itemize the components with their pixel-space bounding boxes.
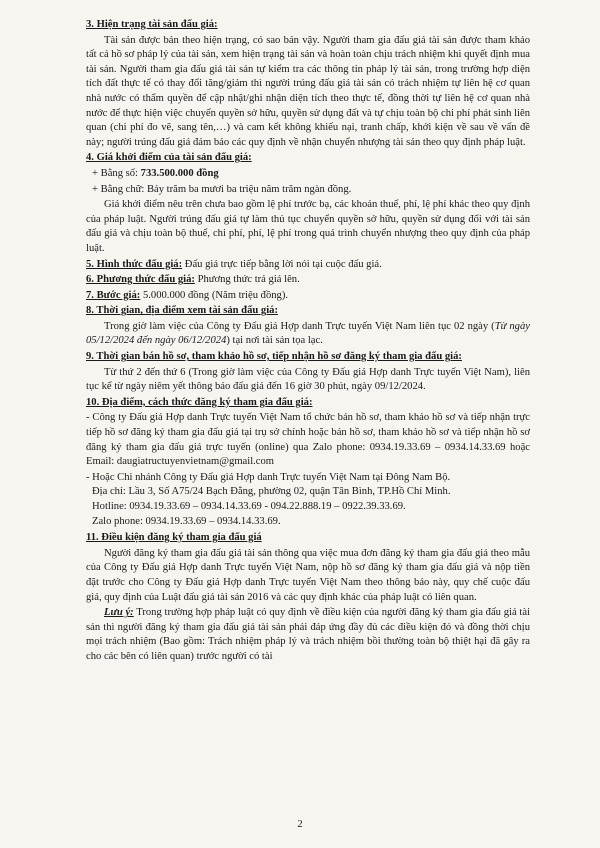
section-3-title: 3. Hiện trạng tài sản đấu giá: (86, 19, 218, 30)
branch-address: Địa chỉ: Lầu 3, Số A75/24 Bạch Đằng, phường 02, quận Tân Bình, TP.Hồ Chí Minh. (92, 486, 451, 498)
section-11-title: 11. Điều kiện đăng ký tham gia đấu giá (86, 532, 262, 544)
section-3-body: Tài sản được bán theo hiện trạng, có sao bán vậy. Người tham gia đấu giá tài sản được tham khảo tất cả hồ sơ pháp lý của tài sản, xem hiện trạng tài sản và hoàn toàn chịu trách nhiệm khi quyết định mua tài sản. Người tham gia đấu giá tài sản tự kiểm tra các thông tin pháp lý tài sản, trong trường hợp diện tích đất thực tế có thay đổi tăng/giảm thì người trúng đấu giá tài sản có trách nhiệm tự liên hệ cơ quan nhà nước có thẩm quyền để cập nhật/ghi nhận diện tích theo thực tế, đồng thời tự liên hệ cơ quan nhà nước để thực hiện việc chuyển quyền sở hữu, quyền sử dụng đất và tự chịu toàn bộ chi phí phát sinh liên quan (chi phí đo vẽ, sang tên,…) và cam kết không khiếu nại, tranh chấp, khởi kiện về sau về vấn đề này; người trúng đấu giá đảm bảo các quy định về nhận chuyển nhượng tài sản theo quy định pháp luật. (86, 34, 530, 148)
page-number: 2 (297, 819, 303, 830)
section-8-body: Trong giờ làm việc của Công ty Đấu giá Hợp danh Trực tuyến Việt Nam liên tục 02 ngày (Từ ngày 05/12/2024 đến ngày 06/12/2024) tại nơi tài sản tọa lạc. (86, 320, 530, 347)
section-11-note: Lưu ý: Trong trường hợp pháp luật có quy định về điều kiện của người đăng ký tham gia đấu giá tài sản thì người đăng ký tham gia đấu giá tài sản phải đáp ứng đầy đủ các điều kiện đó và đồng thời chịu mọi trách nhiệm (Bao gồm: Trách nhiệm pháp lý và trách nhiệm bồi thường toàn bộ thiệt hại đã gây ra cho các bên có liên quan) trước người có tài (86, 607, 531, 662)
section-5: 5. Hình thức đấu giá: Đấu giá trực tiếp bằng lời nói tại cuộc đấu giá. (86, 258, 382, 270)
section-8-title: 8. Thời gian, địa điểm xem tài sản đấu giá: (86, 305, 278, 317)
section-6: 6. Phương thức đấu giá: Phương thức trả giá lên. (86, 274, 300, 286)
starting-price-numeric: + Bằng số: 733.500.000 đồng (92, 167, 219, 179)
branch-line: - Hoặc Chi nhánh Công ty Đấu giá Hợp danh Trực tuyến Việt Nam tại Đông Nam Bộ. (86, 471, 451, 483)
section-7: 7. Bước giá: 5.000.000 đồng (Năm triệu đồng). (86, 289, 289, 301)
section-4-body: Giá khởi điểm nêu trên chưa bao gồm lệ phí trước bạ, các khoản thuế, phí, lệ phí khác theo quy định của pháp luật. Người trúng đấu giá tự làm thủ tục chuyển quyền sở hữu, quyền sử dụng đối với tài sản đấu giá và chịu toàn bộ thuế, chi phí, phí, lệ phí trong quá trình chuyển nhượng theo quy định của pháp luật. (86, 199, 530, 254)
section-9-title: 9. Thời gian bán hồ sơ, tham khảo hồ sơ, tiếp nhận hồ sơ đăng ký tham gia đấu giá: (86, 351, 462, 363)
section-10-title: 10. Địa điểm, cách thức đăng ký tham gia đấu giá: (86, 396, 313, 408)
section-4-title: 4. Giá khởi điểm của tài sản đấu giá: (86, 152, 252, 164)
branch-zalo: Zalo phone: 0934.19.33.69 – 0934.14.33.69. (92, 515, 281, 527)
section-9-body: Từ thứ 2 đến thứ 6 (Trong giờ làm việc của Công ty Đấu giá Hợp danh Trực tuyến Việt Nam), liên tục kể từ ngày niêm yết thông báo đấu giá đến 16 giờ 30 phút, ngày 09/12/2024. (86, 366, 530, 393)
starting-price-words: + Bằng chữ: Bảy trăm ba mươi ba triệu năm trăm ngàn đồng. (92, 183, 352, 195)
section-10-body: - Công ty Đấu giá Hợp danh Trực tuyến Việt Nam tổ chức bán hồ sơ, tham khảo hồ sơ và tiếp nhận trực tiếp hồ sơ đăng ký tham gia đấu giá tại trụ sở chính hoặc bán hồ sơ, tham khảo hồ sơ và tiếp nhận hồ sơ đăng ký tham gia đấu giá trực tuyến (online) qua Zalo phone: 0934.19.33.69 – 0934.14.33.69 hoặc Email: daugiatructuyenvietnam@gmail.com (86, 412, 530, 468)
section-11-body: Người đăng ký tham gia đấu giá tài sản thông qua việc mua đơn đăng ký tham gia đấu giá theo mẫu của Công ty Đấu giá Hợp danh Trực tuyến Việt Nam, nộp hồ sơ đăng ký tham gia đấu giá và nộp tiền đặt trước cho Công ty Đấu giá Hợp danh Trực tuyến Việt Nam theo thông báo này, quy chế cuộc đấu giá, quy định của Luật đấu giá tài sản 2016 và các quy định khác của pháp luật có liên quan. (86, 547, 530, 603)
branch-hotline: Hotline: 0934.19.33.69 – 0934.14.33.69 - 094.22.888.19 – 0922.39.33.69. (92, 501, 406, 512)
